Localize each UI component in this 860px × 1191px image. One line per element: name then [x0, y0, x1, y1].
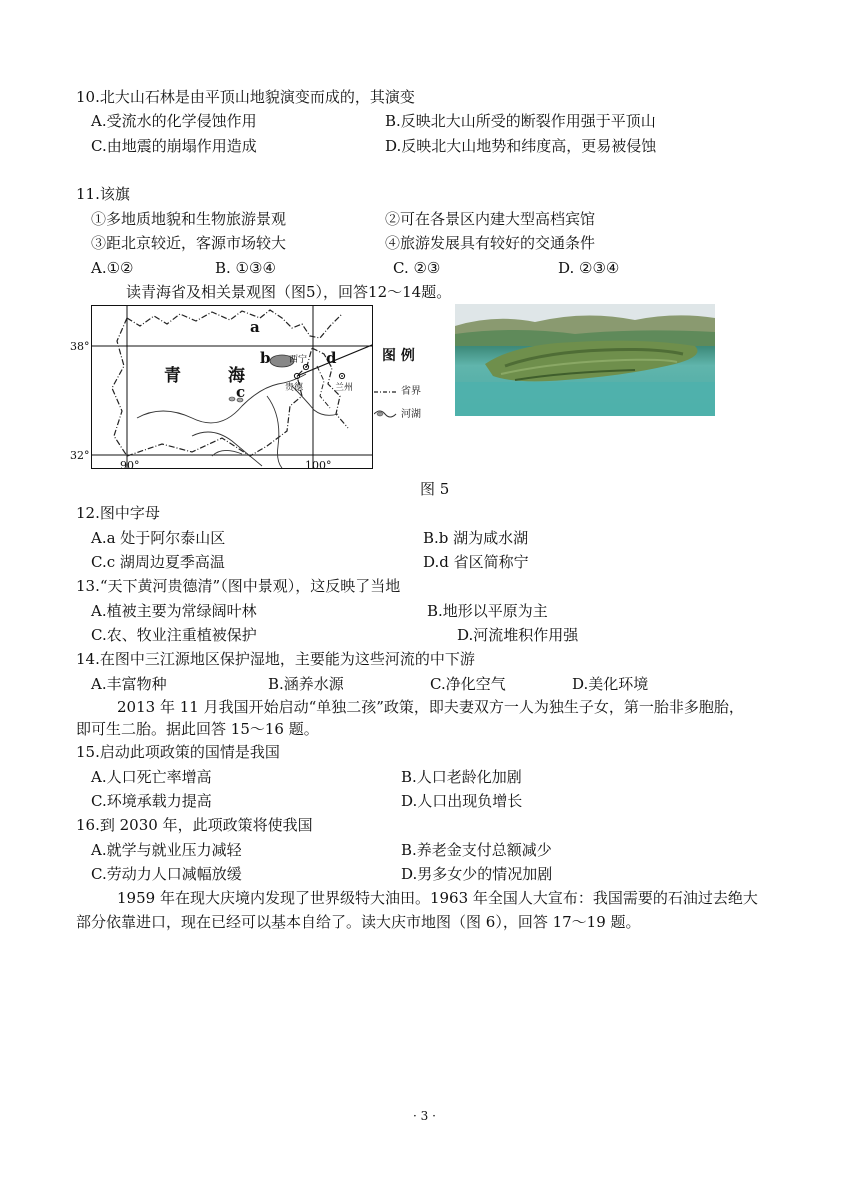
daqing-intro-line-1: 1959 年在现大庆境内发现了世界级特大油田。1963 年全国人大宣布：我国需要的石油过去绝大	[117, 889, 758, 907]
page-number: · 3 ·	[413, 1109, 436, 1123]
landscape-drawing	[455, 304, 715, 416]
q13-option-d: D.河流堆积作用强	[457, 626, 579, 644]
q11-statement-3: ③距北京较近，客源市场较大	[91, 234, 287, 252]
q15-option-c: C.环境承载力提高	[91, 792, 212, 810]
q15-stem: 15.启动此项政策的国情是我国	[76, 743, 280, 761]
map-legend	[344, 344, 421, 434]
q12-option-a: A.a 处于阿尔泰山区	[91, 529, 226, 547]
fig5-caption: 图 5	[420, 480, 450, 498]
map-letter-a: a	[250, 318, 260, 336]
fig5-intro: 读青海省及相关景观图（图5），回答12～14题。	[126, 283, 452, 301]
guide-landscape-photo	[455, 304, 715, 416]
map-label-hai: 海	[228, 366, 245, 386]
q11-option-d: D. ②③④	[558, 259, 620, 277]
city-guide: 贵德	[285, 383, 304, 393]
q14-option-c: C.净化空气	[430, 675, 506, 693]
q15-option-b: B.人口老龄化加剧	[401, 768, 522, 786]
city-xining: 西宁	[289, 355, 308, 365]
legend-title: 图 例	[382, 348, 415, 364]
lon-100-label: 100°	[305, 459, 332, 472]
q13-option-c: C.农、牧业注重植被保护	[91, 626, 257, 644]
q12-option-b: B.b 湖为咸水湖	[423, 529, 529, 547]
q16-stem: 16.到 2030 年，此项政策将使我国	[76, 816, 313, 834]
q11-statement-2: ②可在各景区内建大型高档宾馆	[385, 210, 596, 228]
q12-option-d: D.d 省区简称宁	[423, 553, 529, 571]
legend-border-label: 省界	[401, 386, 421, 397]
q10-option-d: D.反映北大山地势和纬度高，更易被侵蚀	[385, 137, 657, 155]
q10-option-a: A.受流水的化学侵蚀作用	[91, 112, 257, 130]
q10-stem: 10.北大山石林是由平顶山地貌演变而成的，其演变	[76, 88, 415, 106]
q13-stem: 13.“天下黄河贵德清”（图中景观），这反映了当地	[76, 577, 401, 595]
legend-river-label: 河湖	[401, 409, 421, 420]
q14-option-a: A.丰富物种	[91, 675, 167, 693]
q16-option-c: C.劳动力人口减幅放缓	[91, 865, 242, 883]
q14-option-b: B.涵养水源	[268, 675, 344, 693]
q14-option-d: D.美化环境	[572, 675, 649, 693]
map-letter-b: b	[260, 349, 271, 367]
q15-option-a: A.人口死亡率增高	[91, 768, 212, 786]
map-label-qing: 青	[164, 366, 181, 386]
policy-intro-line-1: 2013 年 11 月我国开始启动“单独二孩”政策，即夫妻双方一人为独生子女，第一胎非多胞胎，	[117, 698, 744, 716]
lat-38-label: 38°	[70, 340, 90, 353]
legend-symbols	[374, 387, 398, 427]
q15-option-d: D.人口出现负增长	[401, 792, 523, 810]
q13-option-a: A.植被主要为常绿阔叶林	[91, 602, 257, 620]
q10-option-b: B.反映北大山所受的断裂作用强于平顶山	[385, 112, 656, 130]
q10-option-c: C.由地震的崩塌作用造成	[91, 137, 257, 155]
map-letter-c: c	[236, 383, 246, 401]
q16-option-d: D.男多女少的情况加剧	[401, 865, 553, 883]
policy-intro-line-2: 即可生二胎。据此回答 15～16 题。	[76, 720, 319, 738]
q11-option-a: A.①②	[91, 259, 134, 277]
map-letter-d: d	[326, 349, 337, 367]
q13-option-b: B.地形以平原为主	[427, 602, 548, 620]
qinghai-map	[70, 305, 421, 472]
q11-statement-4: ④旅游发展具有较好的交通条件	[385, 234, 596, 252]
q11-option-b: B. ①③④	[215, 259, 276, 277]
lat-32-label: 32°	[70, 449, 90, 462]
map-drawing	[92, 306, 372, 468]
q11-option-c: C. ②③	[393, 259, 441, 277]
lon-90-label: 90°	[120, 459, 140, 472]
q16-option-a: A.就学与就业压力减轻	[91, 841, 242, 859]
q16-option-b: B.养老金支付总额减少	[401, 841, 552, 859]
q12-option-c: C.c 湖周边夏季高温	[91, 553, 225, 571]
city-lanzhou: 兰州	[335, 383, 354, 393]
daqing-intro-line-2: 部分依靠进口，现在已经可以基本自给了。读大庆市地图（图 6），回答 17～19 题。	[76, 913, 641, 931]
q14-stem: 14.在图中三江源地区保护湿地，主要能为这些河流的中下游	[76, 650, 475, 668]
q11-stem: 11.该旗	[76, 185, 130, 203]
q12-stem: 12.图中字母	[76, 504, 160, 522]
q11-statement-1: ①多地质地貌和生物旅游景观	[91, 210, 287, 228]
